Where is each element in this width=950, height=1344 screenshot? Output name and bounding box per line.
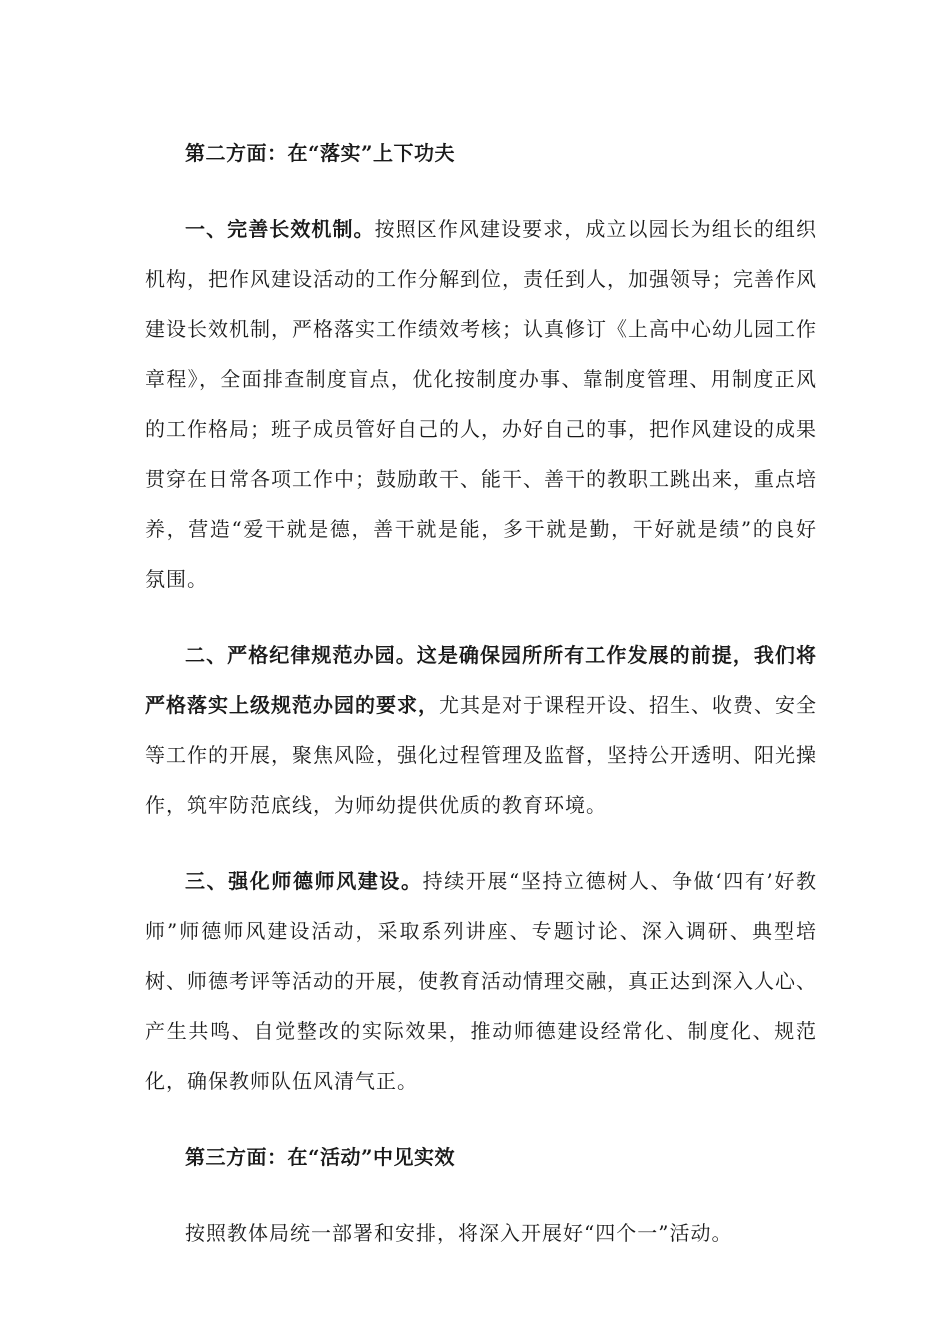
section-heading-2: 第二方面：在“落实”上下功夫	[185, 141, 456, 165]
section-heading-3: 第三方面：在“活动”中见实效	[185, 1145, 456, 1169]
paragraph-lead: 三、强化师德师风建设。	[185, 869, 423, 893]
paragraph-discipline	[145, 630, 817, 830]
paragraph-text: 按照区作风建设要求，成立以园长为组长的组织机构，把作风建设活动的工作分解到位，责任到人，加强领导；完善作风建设长效机制，严格落实工作绩效考核；认真修订《上高中心幼儿园工作章程》，全面排查制度盲点，优化按制度办事、靠制度管理、用制度正风的工作格局；班子成员管好自己的人，办好自己的事，把作风建设的成果贯穿在日常各项工作中；鼓励敢干、能干、善干的教职工跳出来，重点培养，营造“爱干就是德，善干就是能，多干就是勤，干好就是绩”的良好氛围。	[145, 217, 818, 591]
paragraph-lead: 二、严格纪律规范办园。这是确保园所所有工作发展的前提，我们将严格落实上级规范办园的要求，	[145, 643, 817, 717]
paragraph-text: 尤其是对于课程开设、招生、收费、安全等工作的开展，聚焦风险，强化过程管理及监督，坚持公开透明、阳光操作，筑牢防范底线，为师幼提供优质的教育环境。	[145, 693, 817, 817]
paragraph-activities: 按照教体局统一部署和安排，将深入开展好“四个一”活动。	[185, 1221, 733, 1245]
paragraph-teacher-ethics	[145, 856, 817, 1106]
paragraph-lead: 一、完善长效机制。	[185, 217, 375, 241]
document-body	[145, 128, 817, 1284]
paragraph-text: 持续开展“坚持立德树人、争做‘四有’好教师”师德师风建设活动，采取系列讲座、专题讨论、深入调研、典型培树、师德考评等活动的开展，使教育活动情理交融，真正达到深入人心、产生共鸣、自觉整改的实际效果，推动师德建设经常化、制度化、规范化，确保教师队伍风清气正。	[145, 869, 817, 1093]
paragraph-long-term-mechanism	[145, 204, 817, 604]
